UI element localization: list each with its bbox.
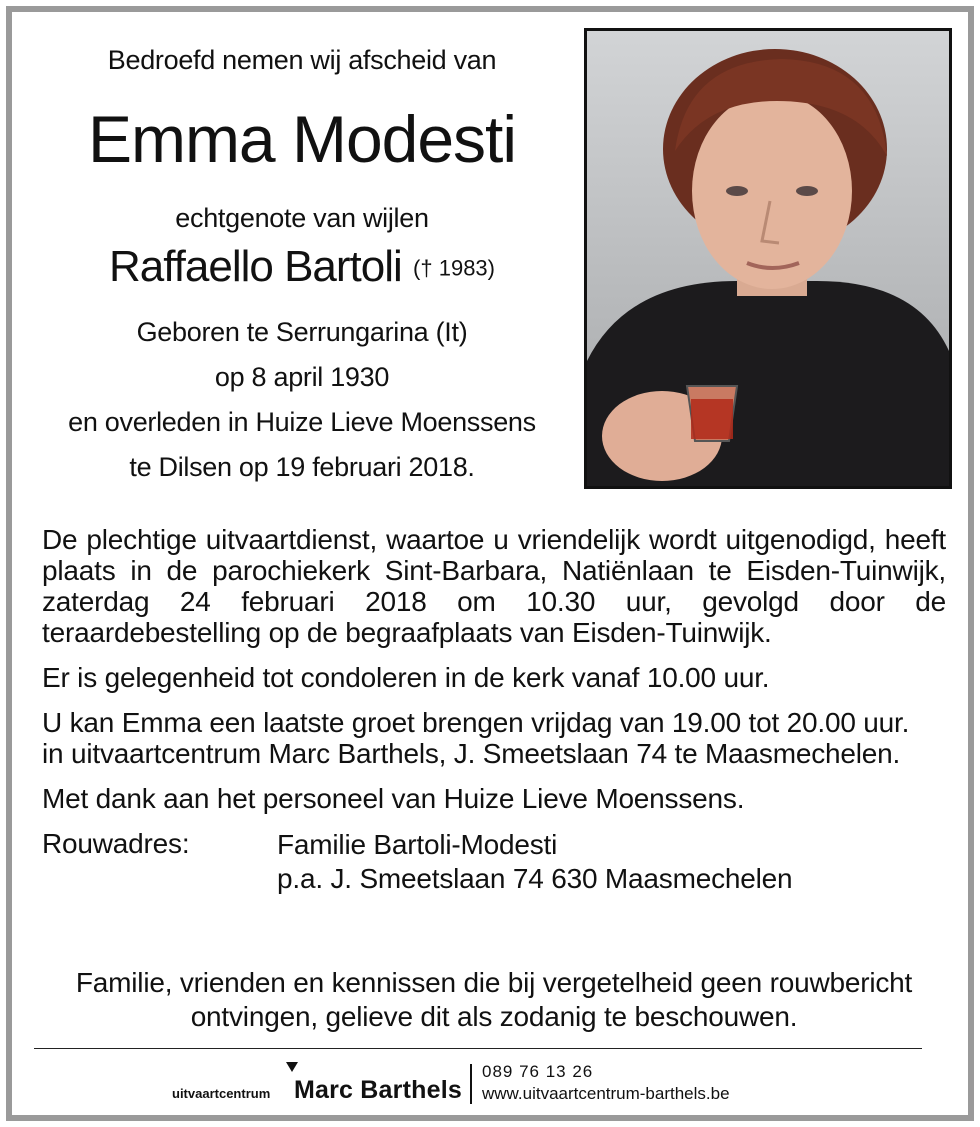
bio-line-birthdate: op 8 april 1930	[214, 361, 390, 392]
notice-body	[42, 524, 946, 896]
address-value	[277, 828, 792, 896]
thanks-paragraph: Met dank aan het personeel van Huize Lieve Moenssens.	[42, 783, 745, 814]
farewell-line-1: U kan Emma een laatste groet brengen vrijdag van 19.00 tot 20.00 uur.	[42, 707, 910, 738]
intro-block	[32, 40, 572, 490]
mourning-address	[42, 828, 946, 896]
spouse-prefix: echtgenote van wijlen	[175, 203, 429, 233]
bio-line-deathplace: en overleden in Huize Lieve Moenssens	[68, 406, 536, 437]
bio-line-deathdate: te Dilsen op 19 februari 2018.	[129, 451, 475, 482]
deceased-name: Emma Modesti	[87, 102, 517, 176]
closing-line-1: Familie, vrienden en kennissen die bij vergetelheid geen rouwbericht	[75, 967, 913, 998]
portrait-photo	[584, 28, 952, 489]
spouse-name: Raffaello Bartoli	[109, 242, 402, 291]
website-link[interactable]: www.uitvaartcentrum-barthels.be	[482, 1084, 730, 1103]
closing-line-2: ontvingen, gelieve dit als zodanig te beschouwen.	[190, 1001, 798, 1032]
footer-divider	[34, 1048, 922, 1049]
service-paragraph: De plechtige uitvaartdienst, waartoe u vriendelijk wordt uitgenodigd, heeft plaats in de parochiekerk Sint-Barbara, Natiënlaan te Eisden-Tuinwijk, zaterdag 24 februari 2018 om 10.30 uur, gevolgd door de teraardebestelling op de begraafplaats van Eisden-Tuinwijk.	[42, 524, 946, 648]
bio-line-birthplace: Geboren te Serrungarina (It)	[136, 316, 468, 347]
spouse-line	[32, 240, 572, 296]
logo-triangle-icon	[286, 1062, 298, 1072]
condolences-paragraph: Er is gelegenheid tot condoleren in de kerk vanaf 10.00 uur.	[42, 662, 770, 693]
spouse-death-year: († 1983)	[413, 255, 495, 281]
intro-line: Bedroefd nemen wij afscheid van	[107, 45, 497, 75]
farewell-line-2: in uitvaartcentrum Marc Barthels, J. Smeetslaan 74 te Maasmechelen.	[42, 738, 901, 769]
closing-note	[42, 966, 946, 1034]
portrait-illustration	[587, 31, 949, 486]
phone-number: 089 76 13 26	[482, 1062, 594, 1081]
brand-name: Marc Barthels	[294, 1076, 462, 1104]
address-line-2: p.a. J. Smeetslaan 74 630 Maasmechelen	[277, 863, 793, 894]
brand-small-text: uitvaartcentrum	[172, 1086, 271, 1101]
obituary-card	[6, 6, 974, 1121]
address-label: Rouwadres:	[42, 828, 190, 859]
address-line-1: Familie Bartoli-Modesti	[277, 829, 558, 860]
footer-separator	[470, 1064, 472, 1104]
farewell-paragraph	[42, 707, 946, 769]
funeral-home-footer	[12, 1058, 968, 1108]
